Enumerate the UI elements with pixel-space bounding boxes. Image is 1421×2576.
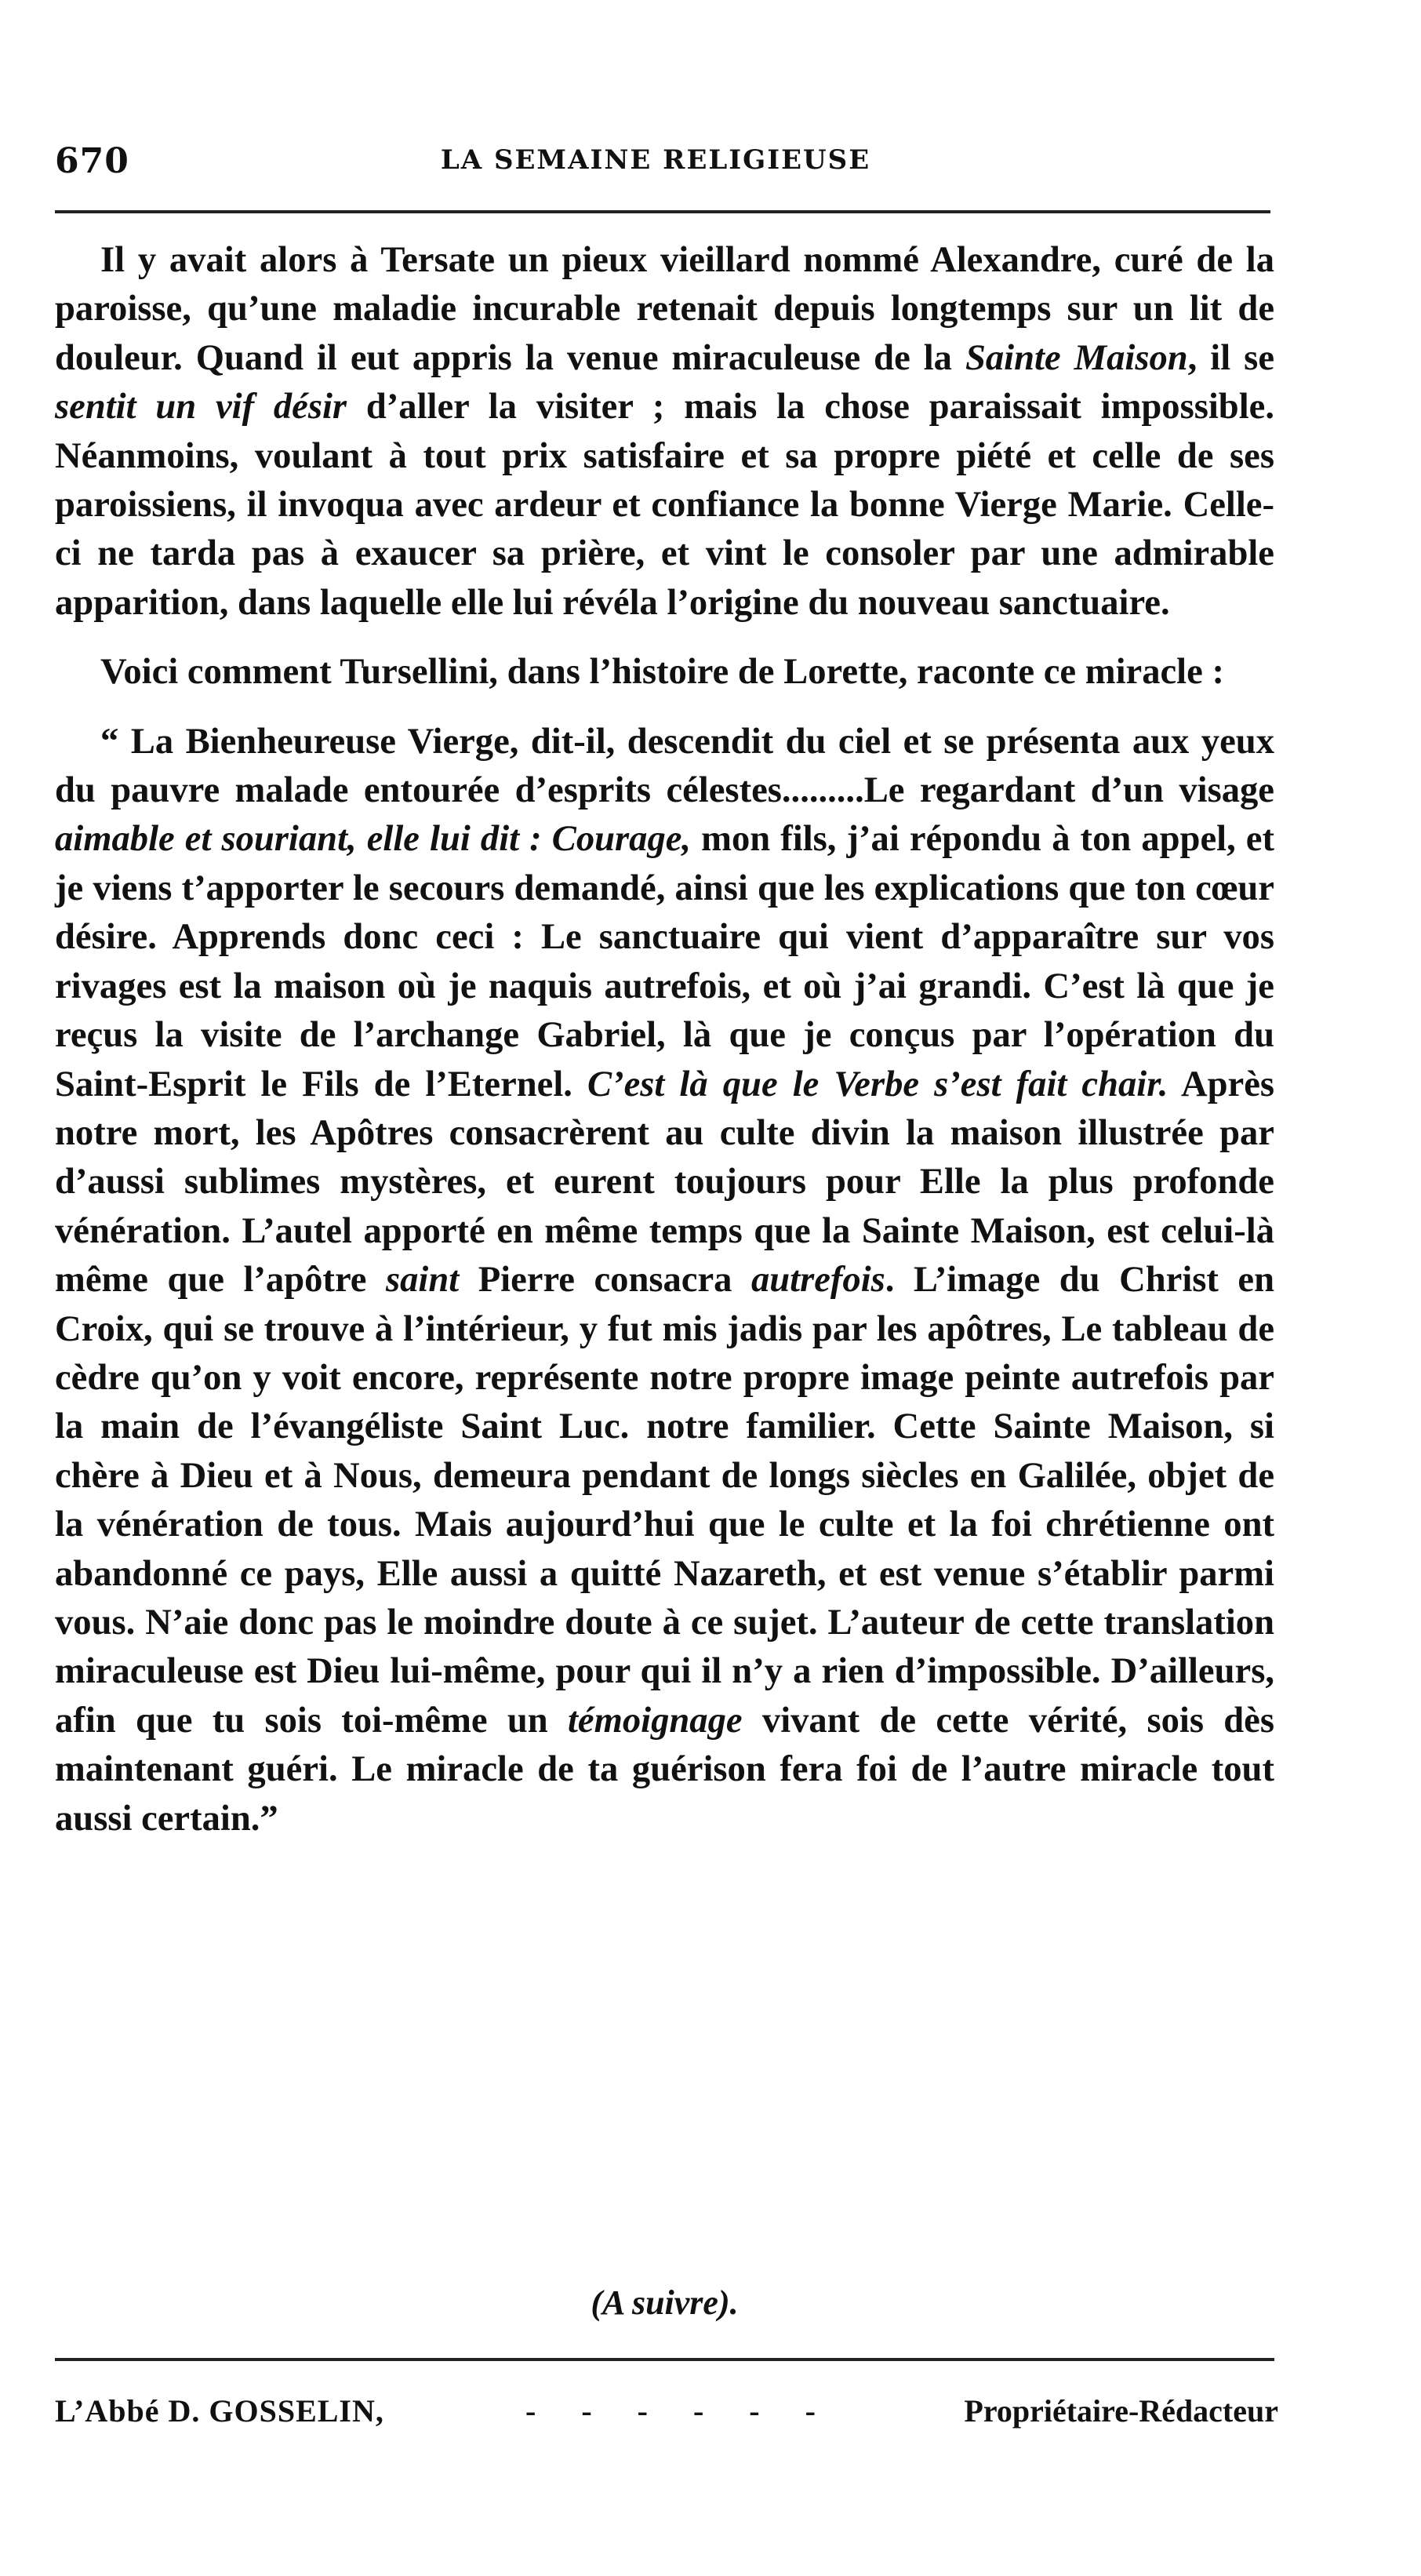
- text-run: , il se: [1187, 337, 1274, 378]
- text-run: Il y avait alors à Tersate un pieux vieillard nommé Alexandre, curé de la paroisse, qu’une maladie incurable retenait depuis longtemps sur un lit de douleur. Quand il eut appris la venue miraculeuse de la: [55, 239, 1274, 378]
- text-run: Après notre mort, les Apôtres consacrèrent au culte divin la maison illustrée par d’aussi sublimes mystères, et eurent toujours pour Elle la plus profonde vénération. L’autel apporté en même temps que la Sainte Maison, est celui-là même que l’apôtre: [55, 1063, 1275, 1301]
- italic-phrase: autrefois: [750, 1259, 885, 1301]
- italic-phrase: saint: [385, 1259, 460, 1301]
- paragraph-gap: [55, 627, 1274, 647]
- text-run: . L’image du Christ en Croix, qui se trouve à l’intérieur, y fut mis jadis par les apôtres, Le tableau de cèdre qu’on y voit encore, représente notre propre image peinte autrefois par la main de l’évangéliste Saint Luc. notre familier. Cette Sainte Maison, si chère à Dieu et à Nous, demeura pendant de longs siècles en Galilée, objet de la vénération de tous. Mais aujourd’hui que le culte et la foi chrétienne ont abandonné ce pays, Elle aussi a quitté Nazareth, et est venue s’établir parmi vous. N’aie donc pas le moindre doute à ce sujet. L’auteur de cette translation miraculeuse est Dieu lui-même, pour qui il n’y a rien d’impossible. D’ailleurs, afin que tu sois toi-même un: [55, 1259, 1274, 1741]
- text-run: Voici comment Tursellini, dans l’histoire de Lorette, raconte ce miracle :: [100, 651, 1224, 693]
- editor-name: L’Abbé D. GOSSELIN,: [55, 2393, 384, 2429]
- italic-phrase: Sainte Maison: [965, 337, 1188, 378]
- editor-role: Propriétaire-Rédacteur: [964, 2393, 1278, 2429]
- text-run: d’aller la visiter ; mais la chose paraissait impossible. Néanmoins, voulant à tout prix satisfaire et sa propre piété et celle de ses paroissiens, il invoqua avec ardeur et confiance la bonne Vierge Marie. Celle-ci ne tarda pas à exaucer sa prière, et vint le consoler par une admirable apparition, dans laquelle elle lui révéla l’origine du nouveau sanctuaire.: [55, 386, 1274, 623]
- paragraph-2: [55, 647, 1274, 696]
- header-rule: [55, 210, 1270, 213]
- continuation-note: (A suivre).: [591, 2283, 739, 2322]
- page-number: 670: [55, 141, 129, 181]
- article-body: [55, 235, 1274, 1843]
- journal-title: LA SEMAINE RELIGIEUSE: [440, 144, 871, 176]
- italic-phrase: sentit un vif désir: [55, 386, 347, 428]
- text-run: Pierre consacra: [459, 1259, 751, 1301]
- paragraph-3: [55, 717, 1274, 1843]
- italic-phrase: témoignage: [567, 1699, 743, 1741]
- leader-dashes: - - - - - -: [525, 2393, 834, 2429]
- text-run: mon fils, j’ai répondu à ton appel, et je viens t’apporter le secours demandé, ainsi que les explications que ton cœur désire. Apprends donc ceci : Le sanctuaire qui vient d’apparaître sur vos rivages est la maison où je naquis autrefois, et où j’ai grandi. C’est là que je reçus la visite de l’archange Gabriel, là que je conçus par l’opération du Saint-Esprit le Fils de l’Eternel.: [55, 818, 1274, 1104]
- running-head: [55, 141, 1256, 188]
- italic-phrase: aimable et souriant, elle lui dit : Courage,: [55, 818, 692, 860]
- footer-rule: [55, 2358, 1274, 2361]
- text-run: “ La Bienheureuse Vierge, dit-il, descendit du ciel et se présenta aux yeux du pauvre malade entourée d’esprits célestes.........Le regardant d’un visage: [55, 720, 1274, 811]
- text-run: vivant de cette vérité, sois dès maintenant guéri. Le miracle de ta guérison fera foi de l’autre miracle tout aussi certain.”: [55, 1699, 1274, 1839]
- paragraph-1: [55, 235, 1274, 627]
- paragraph-gap: [55, 697, 1274, 717]
- italic-phrase: C’est là que le Verbe s’est fait chair.: [587, 1063, 1168, 1104]
